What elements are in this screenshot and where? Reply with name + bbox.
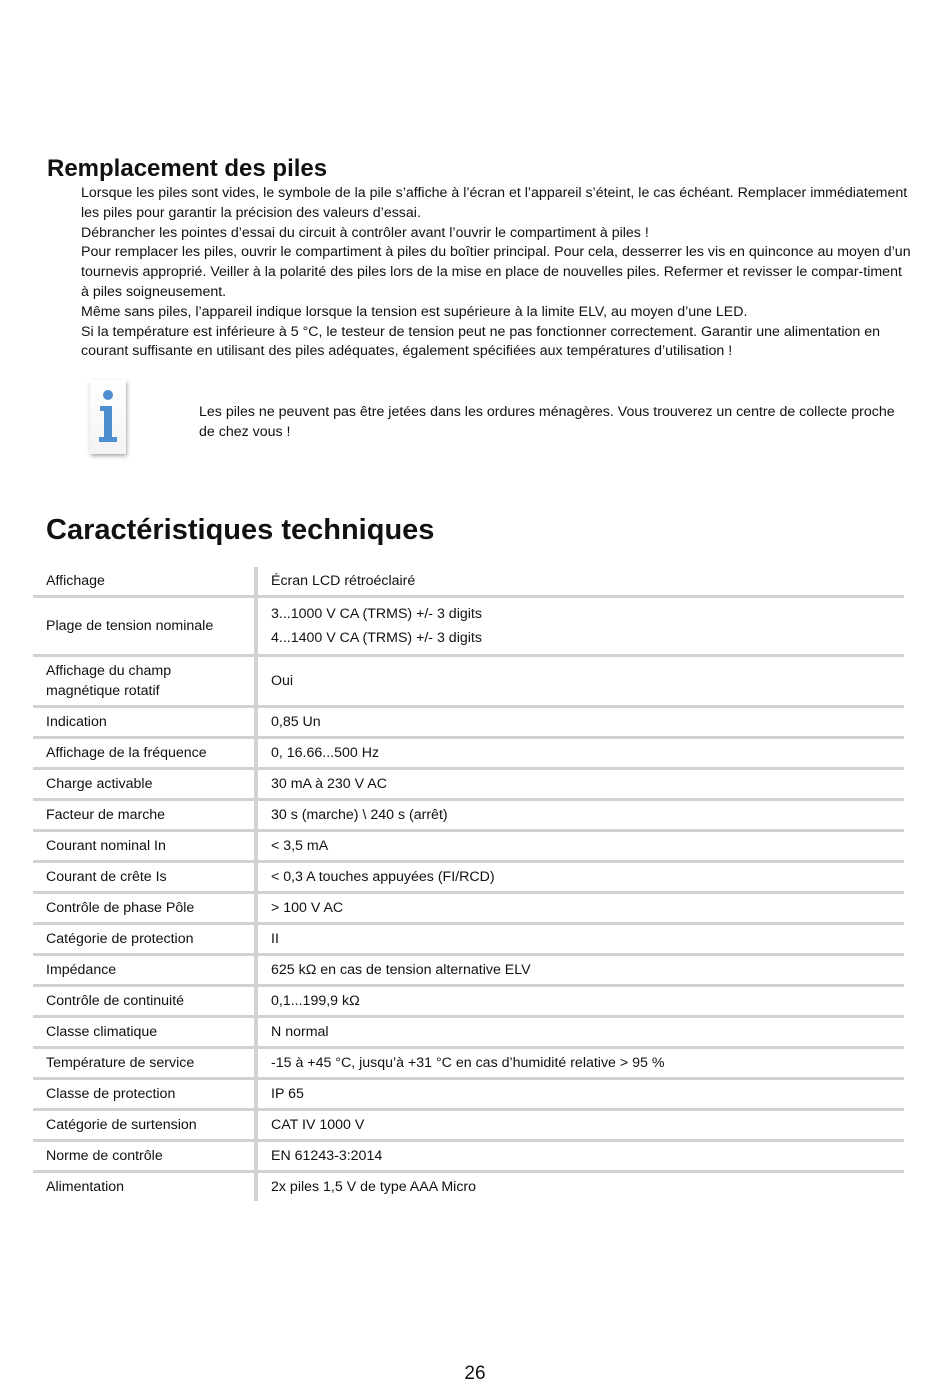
spec-label: Affichage de la fréquence [33,738,256,769]
spec-label: Charge activable [33,769,256,800]
spec-label: Norme de contrôle [33,1141,256,1172]
spec-label: Plage de tension nominale [33,597,256,656]
table-row [33,769,904,800]
spec-label: Indication [33,707,256,738]
spec-label: Impédance [33,955,256,986]
spec-value: IP 65 [256,1079,904,1110]
spec-label: Courant nominal In [33,831,256,862]
spec-value: 0,85 Un [256,707,904,738]
spec-label: Courant de crête Is [33,862,256,893]
page-number: 26 [464,1363,486,1384]
spec-label: Catégorie de surtension [33,1110,256,1141]
spec-value: 2x piles 1,5 V de type AAA Micro [271,1179,477,1195]
spec-value: EN 61243-3:2014 [256,1141,904,1172]
spec-label: Contrôle de continuité [33,986,256,1017]
table-row [33,707,904,738]
spec-value: 30 s (marche) \ 240 s (arrêt) [256,800,904,831]
battery-paragraph: Lorsque les piles sont vides, le symbole de la pile s’affiche à l’écran et l’appareil s’éteint, le cas échéant. Remplacer immédiatement les piles pour garantir la précision des valeurs d’essai. [81,185,908,221]
disposal-note: Les piles ne peuvent pas être jetées dans les ordures ménagères. Vous trouverez un centre de collecte proche de chez vous ! [199,404,895,440]
spec-value: II [256,924,904,955]
table-row [33,656,904,707]
spec-label: Catégorie de protection [33,924,256,955]
specs-table [33,567,904,1201]
spec-label: Classe climatique [33,1017,256,1048]
spec-label: Affichage [33,567,256,597]
battery-section-title: Remplacement des piles [47,155,328,182]
spec-value [256,597,904,656]
table-row [33,1048,904,1079]
spec-value: N normal [256,1017,904,1048]
table-row [33,567,904,597]
spec-label: Température de service [33,1048,256,1079]
table-row [33,986,904,1017]
spec-label: Classe de protection [33,1079,256,1110]
spec-value: < 3,5 mA [256,831,904,862]
spec-value: -15 à +45 °C, jusqu’à +31 °C en cas d’humidité relative > 95 % [256,1048,904,1079]
table-row [33,1017,904,1048]
table-row [33,862,904,893]
table-row [33,1079,904,1110]
spec-value: Oui [256,656,904,707]
info-icon [90,380,126,454]
spec-value-line: 3...1000 V CA (TRMS) +/- 3 digits [271,606,482,622]
spec-value: < 0,3 A touches appuyées (FI/RCD) [256,862,904,893]
spec-value: 30 mA à 230 V AC [256,769,904,800]
spec-value: > 100 V AC [256,893,904,924]
table-row [33,800,904,831]
table-row [33,924,904,955]
battery-instructions [81,184,911,362]
battery-paragraph: Si la température est inférieure à 5 °C, le testeur de tension peut ne pas fonctionner correctement. Garantir une alimentation en courant suffisante en utilisant des piles adéquates, également spécifiées aux températures d’utilisation ! [81,323,881,360]
spec-value-line: 4...1400 V CA (TRMS) +/- 3 digits [271,630,482,646]
spec-value: Écran LCD rétroéclairé [256,567,904,597]
spec-value: 0, 16.66...500 Hz [256,738,904,769]
spec-value: 0,1...199,9 kΩ [256,986,904,1017]
table-row [33,893,904,924]
table-row [33,831,904,862]
spec-label: Contrôle de phase Pôle [33,893,256,924]
table-row [33,738,904,769]
battery-paragraph: Débrancher les pointes d’essai du circuit à contrôler avant l’ouvrir le compartiment à piles ! [81,224,649,241]
specs-section-title: Caractéristiques techniques [46,514,435,546]
table-row [33,955,904,986]
spec-label: Facteur de marche [33,800,256,831]
spec-label: Alimentation [33,1172,256,1202]
table-row [33,1141,904,1172]
battery-paragraph: Même sans piles, l’appareil indique lorsque la tension est supérieure à la limite ELV, au moyen d’une LED. [81,303,748,320]
table-row [33,597,904,656]
spec-value: CAT IV 1000 V [256,1110,904,1141]
spec-value: 625 kΩ en cas de tension alternative ELV [256,955,904,986]
spec-label: Affichage du champ magnétique rotatif [33,656,256,707]
table-row [33,1110,904,1141]
table-row [33,1172,904,1202]
battery-paragraph: Pour remplacer les piles, ouvrir le compartiment à piles du boîtier principal. Pour cela, desserrer les vis en quinconce au moyen d’un tournevis approprié. Veiller à la polarité des piles lors de la mise en place de nouvelles piles. Refermer et revisser le compar-timent à piles soigneusement. [81,244,911,300]
